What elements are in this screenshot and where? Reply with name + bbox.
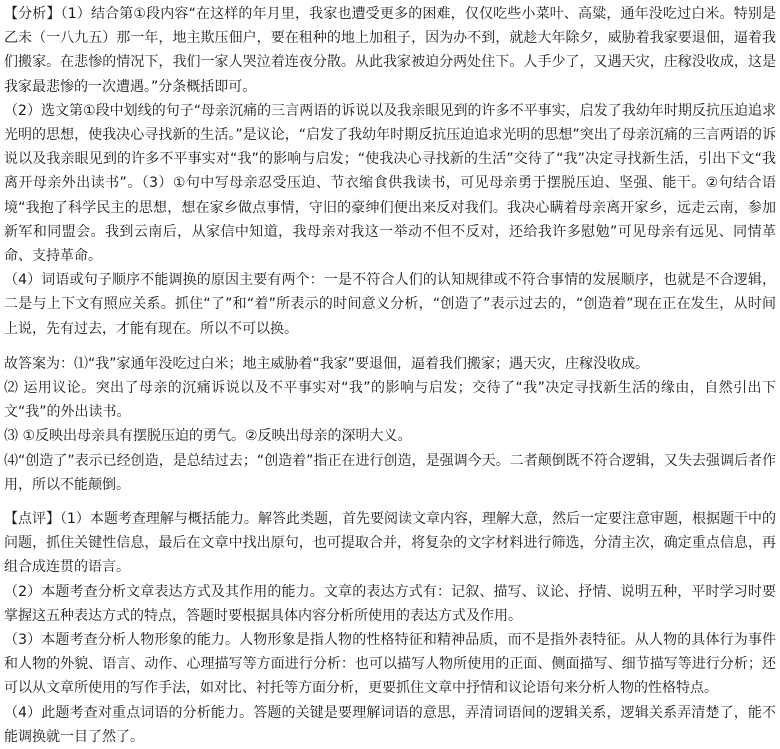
comment-paragraph-1: 【点评】（1）本题考查理解与概括能力。解答此类题，首先要阅读文章内容，理解大意，然后一定要注意审题，根据题干中的问题，抓住关键性信息，最后在文章中找出原句，也可提取合并，将复杂的文字材料进行筛选，分清主次，确定重点信息，再组合成连贯的语言。 (4, 511, 776, 576)
comment-section (4, 507, 776, 749)
comment-paragraph-4: （4）此题考查对重点词语的分析能力。答题的关键是要理解词语的意思，弄清词语间的逻辑关系，逻辑关系弄清楚了，能不能调换就一目了然了。 (4, 704, 776, 745)
analysis-paragraph-3: （4）词语或句子顺序不能调换的原因主要有两个：一是不符合人们的认知规律或不符合事情的发展顺序，也就是不合逻辑，二是与上下文有照应关系。抓住“了”和“着”所表示的时间意义分析，“创造了”表示过去的，“创造着”现在正在发生，从时间上说，先有过去，才能有现在。所以不可以换。 (4, 272, 776, 337)
answer-line-3: ⑶ ①反映出母亲具有摆脱压迫的勇气。②反映出母亲的深明大义。 (4, 428, 412, 445)
section-spacer (4, 341, 776, 352)
analysis-paragraph-1: 【分析】（1）结合第①段内容“在这样的年月里，我家也遭受更多的困难，仅仅吃些小菜叶、高粱，通年没吃过白米。特别是乙未（一八九五）那一年，地主欺压佃户，要在租种的地上加租子，因为办不到，就趁大年除夕，威胁着我家要退佃，逼着我们搬家。在悲惨的情况下，我们一家人哭泣着连夜分散。从此我家被迫分两处住下。人手少了，又遇天灾，庄稼没收成，这是我家最悲惨的一次遭遇。”分条概括即可。 (4, 6, 776, 95)
answer-section (4, 352, 776, 497)
answer-line-2: ⑵ 运用议论。突出了母亲的沉痛诉说以及不平事实对“我”的影响与启发；交待了“我”决定寻找新生活的缘由，自然引出下文“我”的外出读书。 (4, 380, 776, 421)
answer-line-1: 故答案为：⑴“我”家通年没吃过白米；地主威胁着“我家”要退佃，逼着我们搬家；遇天灾，庄稼没收成。 (4, 355, 650, 372)
comment-paragraph-2: （2）本题考查分析文章表达方式及其作用的能力。文章的表达方式有：记叙、描写、议论、抒情、说明五种，平时学习时要掌握这五种表达方式的特点，答题时要根据具体内容分析所使用的表达方式及作用。 (4, 583, 776, 624)
analysis-section (4, 2, 776, 341)
comment-paragraph-3: （3）本题考查分析人物形象的能力。人物形象是指人物的性格特征和精神品质，而不是指外表特征。从人物的具体行为事件和人物的外貌、语言、动作、心理描写等方面进行分析：也可以描写人物所使用的正面、侧面描写、细节描写等进行分析；还可以从文章所使用的写作手法，如对比、衬托等方面分析，更要抓住文章中抒情和议论语句来分析人物的性格特点。 (4, 632, 776, 697)
section-spacer (4, 497, 776, 507)
answer-line-4: ⑷“创造了”表示已经创造，是总结过去；“创造着”指正在进行创造，是强调今天。二者颠倒既不符合逻辑，又失去强调后者作用，所以不能颠倒。 (4, 452, 776, 493)
analysis-paragraph-2: （2）选文第①段中划线的句子“母亲沉痛的三言两语的诉说以及我亲眼见到的许多不平事实，启发了我幼年时期反抗压迫追求光明的思想，使我决心寻找新的生活。”是议论，“启发了我幼年时期反抗压迫追求光明的思想”突出了母亲沉痛的三言两语的诉说以及我亲眼见到的许多不平事实对“我”的影响与启发；“使我决心寻找新的生活”交待了“我”决定寻找新生活，引出下文“我离开母亲外出读书”。（3）①句中写母亲忍受压迫、节衣缩食供我读书，可见母亲勇于摆脱压迫、坚强、能干。②句结合语境“我抱了科学民主的思想，想在家乡做点事情，守旧的豪绅们便出来反对我们。我决心瞒着母亲离开家乡，远走云南，参加新军和同盟会。我到云南后，从家信中知道，我母亲对我这一举动不但不反对，还给我许多慰勉”可见母亲有远见、同情革命、支持革命。 (4, 102, 776, 265)
